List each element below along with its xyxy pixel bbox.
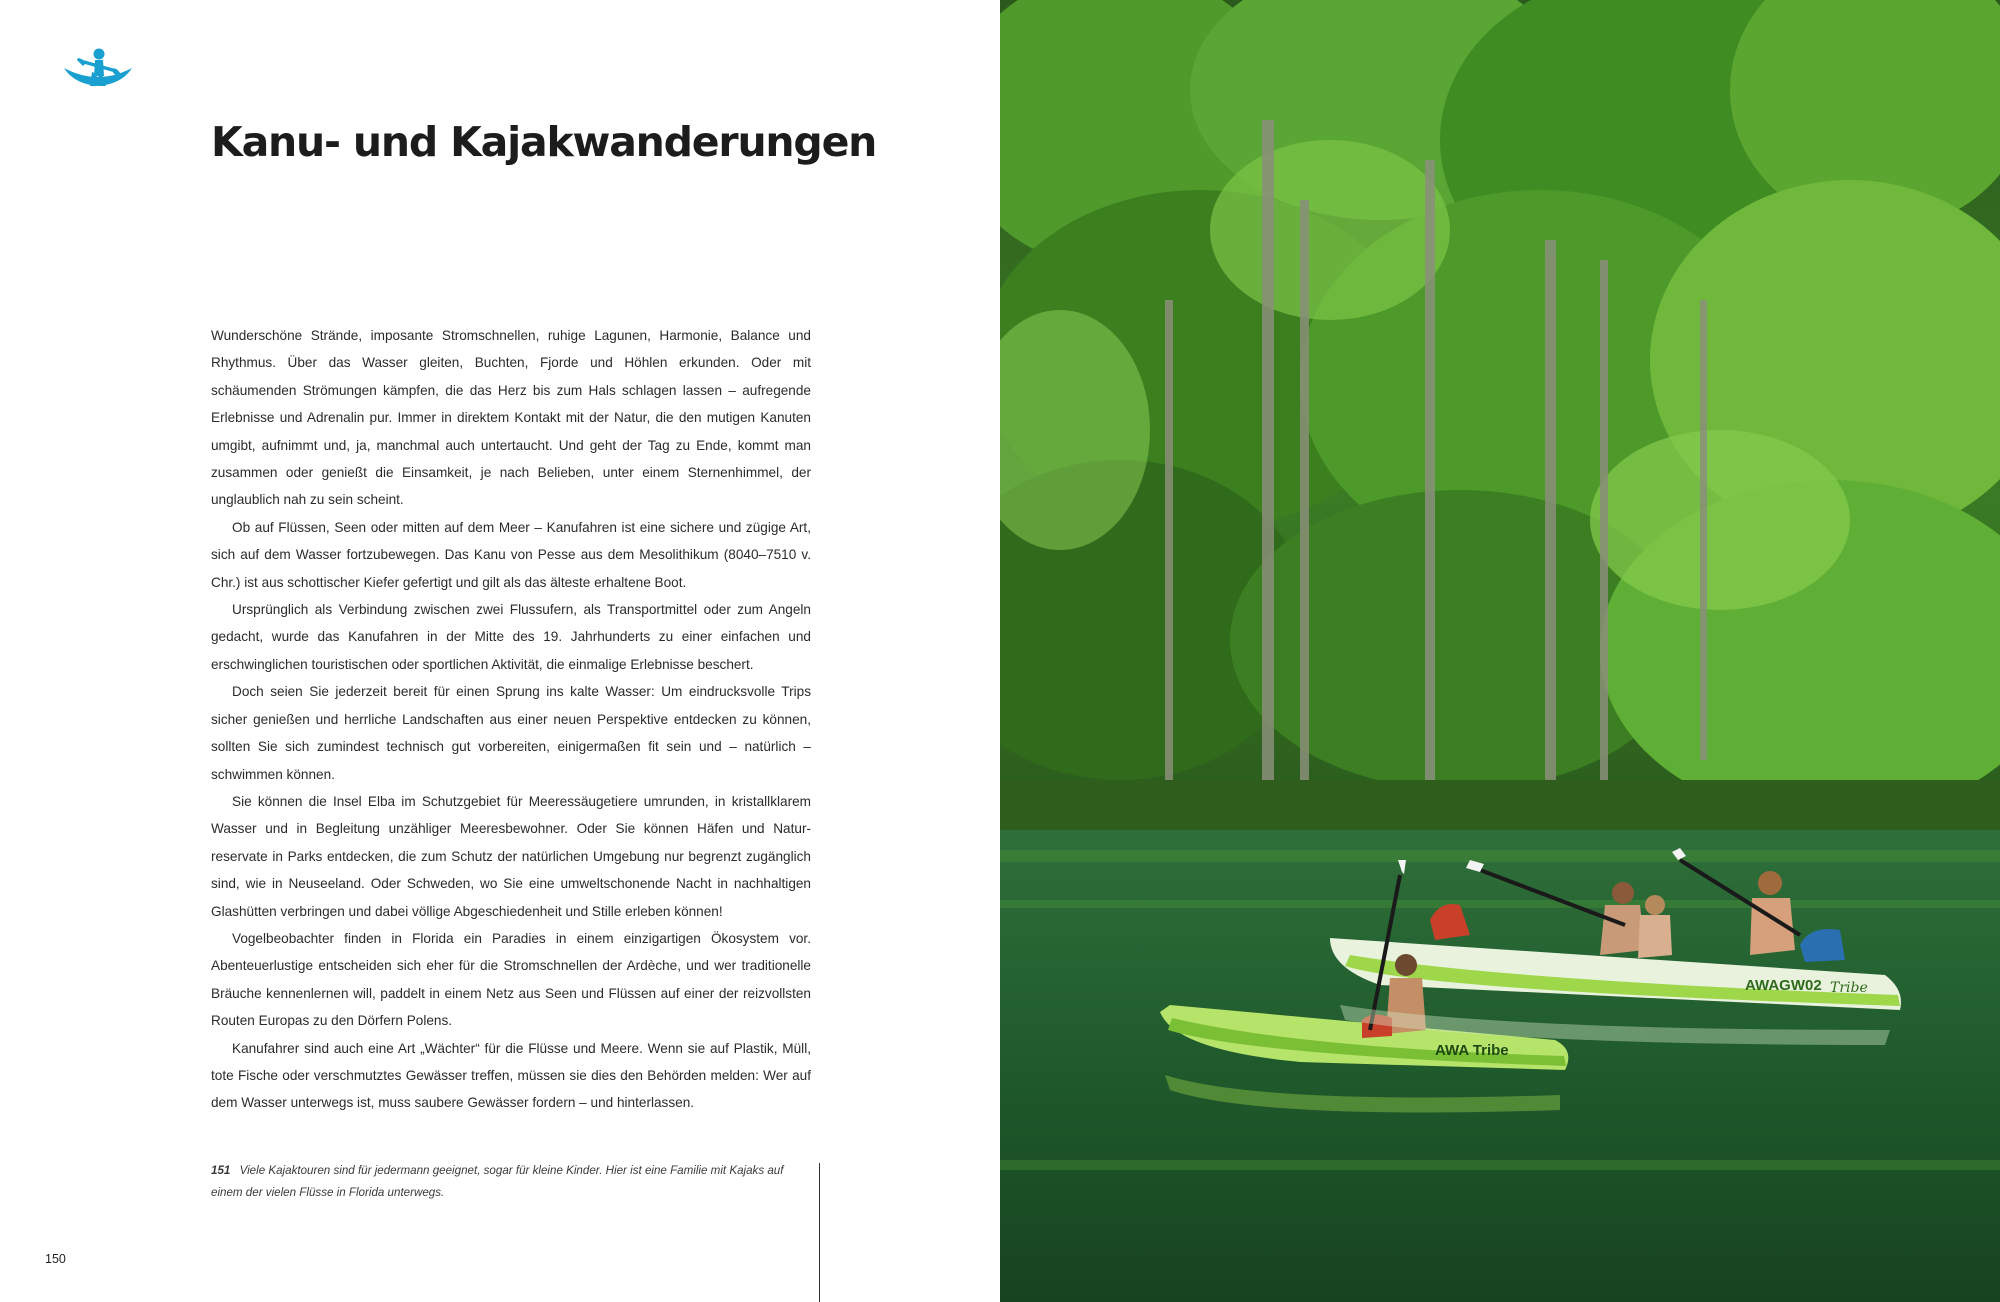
kayak-photo xyxy=(1000,0,2000,1302)
paragraph: Ursprünglich als Verbindung zwischen zwei Flussufern, als Transportmittel oder zum Angeln gedacht, wurde das Kanufahren in der Mitte des 19. Jahrhunderts zu einer einfachen und erschwinglichen touristischen oder sportlichen Aktivität, die einmalige Erlebnisse beschert. xyxy=(211,602,811,672)
foliage xyxy=(1000,0,2000,820)
paragraph: Kanufahrer sind auch eine Art „Wächter“ für die Flüsse und Meere. Wenn sie auf Plastik, Müll, tote Fische oder verschmutztes Gewässer treffen, müssen sie dies den Behörden melden: Wer auf dem Wasser unterwegs ist, muss saubere Gewässer fordern – und hinterlassen. xyxy=(211,1040,811,1111)
paragraph: Vogelbeobachter finden in Florida ein Paradies in einem einzigartigen Ökosystem vor. Abenteuerlustige entscheiden sich eher für die Stromschnellen der Ardèche, und wer traditionelle Bräuche kennenlernen will, paddelt in einem Netz aus Seen und Flüssen auf einer der reizvollsten Routen Europas zu den Dörfern Polens. xyxy=(211,930,811,1029)
caption-text: Viele Kajaktouren sind für jedermann geeignet, sogar für kleine Kinder. Hier ist eine Familie mit Kajaks auf einem der vielen Flüsse in Florida unterwegs. xyxy=(211,1164,784,1199)
page-title: Kanu- und Kajakwanderungen xyxy=(211,118,877,166)
paragraph: Doch seien Sie jederzeit bereit für einen Sprung ins kalte Wasser: Um eindrucksvolle Trips sicher genießen und herrliche Landschaften aus einer neuen Perspektive entdecken zu können, sollten Sie sich zumindest technisch gut vorbereiten, einigermaßen fit sein und – natürlich – schwimmen können. xyxy=(211,684,811,782)
paragraph: Ob auf Flüssen, Seen oder mitten auf dem Meer – Kanufahren ist eine sichere und zügige Art, sich auf dem Wasser fortzubewegen. Das Kanu von Pesse aus dem Mesolithikum (8040–7510 v. Chr.) ist aus schottischer Kiefer gefertigt und gilt als das älteste erhaltene Boot. xyxy=(211,519,811,590)
caption-divider xyxy=(819,1163,820,1302)
large-kayak-brand: Tribe xyxy=(1830,980,1868,996)
paragraph: Wunderschöne Strände, imposante Stromschnellen, ruhige Lagunen, Harmonie, Balance und Rhythmus. Über das Wasser gleiten, Buchten, Fjorde und Höhlen erkunden. Oder mit schäumenden Strömungen kämpfen, die das Herz bis zum Hals schlagen lassen – aufregende Erlebnisse und Adrenalin pur. Immer in direktem Kontakt mit der Natur, die den mutigen Kanuten umgibt, aufnimmt und, ja, manchmal auch untertaucht. Und geht der Tag zu Ende, kommt man zusammen oder genießt die Einsamkeit, je nach Belieben, unter einem Sternenhimmel, der unglaublich nah zu sein scheint. xyxy=(211,328,811,508)
large-kayak-label: AWAGW02 xyxy=(1745,977,1822,994)
body-text xyxy=(211,322,811,1117)
small-kayak-label: AWA Tribe xyxy=(1435,1042,1509,1059)
kayak-icon xyxy=(62,46,134,100)
page-number: 150 xyxy=(45,1252,66,1266)
caption-number: 151 xyxy=(211,1164,231,1177)
paragraph: Sie können die Insel Elba im Schutzgebiet für Meeressäugetiere umrunden, in kristallklarem Wasser und in Begleitung unzähliger Meeresbewohner. Oder Sie können Häfen und Natur-reservate in Parks entdecken, die zum Schutz der natürlichen Umgebung nur begrenzt zugänglich sind, wie in Neuseeland. Oder Schweden, wo Sie eine umweltschonende Nacht in nachhaltigen Glashütten verbringen und dabei völlige Abgeschiedenheit und Stille erleben können! xyxy=(211,793,811,919)
photo-caption xyxy=(211,1160,796,1203)
